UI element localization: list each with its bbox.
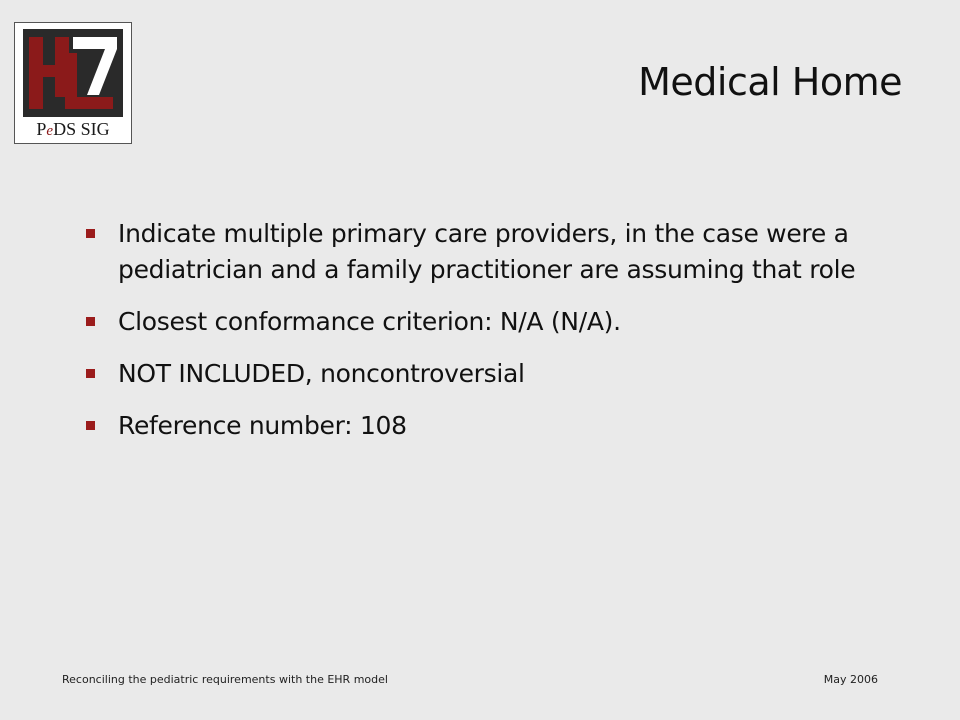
bullet-item	[84, 356, 874, 392]
bullet-text: NOT INCLUDED, noncontroversial	[118, 359, 525, 388]
square-bullet-icon	[86, 421, 95, 430]
bullet-text: Closest conformance criterion: N/A (N/A).	[118, 307, 621, 336]
bullet-item	[84, 216, 874, 288]
square-bullet-icon	[86, 229, 95, 238]
footer-date: May 2006	[823, 673, 878, 686]
hl7-mark-icon	[15, 23, 131, 119]
bullet-item	[84, 304, 874, 340]
bullet-item	[84, 408, 874, 444]
footer-presentation-title: Reconciling the pediatric requirements with the EHR model	[62, 673, 388, 686]
bullet-list	[84, 216, 874, 460]
square-bullet-icon	[86, 317, 95, 326]
logo-caption: PeDS SIG	[36, 119, 110, 139]
slide-title: Medical Home	[638, 60, 902, 104]
bullet-text: Indicate multiple primary care providers, in the case were a pediatrician and a family practitioner are assuming that role	[118, 219, 856, 284]
bullet-text: Reference number: 108	[118, 411, 407, 440]
hl7-peds-sig-logo	[14, 22, 132, 144]
square-bullet-icon	[86, 369, 95, 378]
